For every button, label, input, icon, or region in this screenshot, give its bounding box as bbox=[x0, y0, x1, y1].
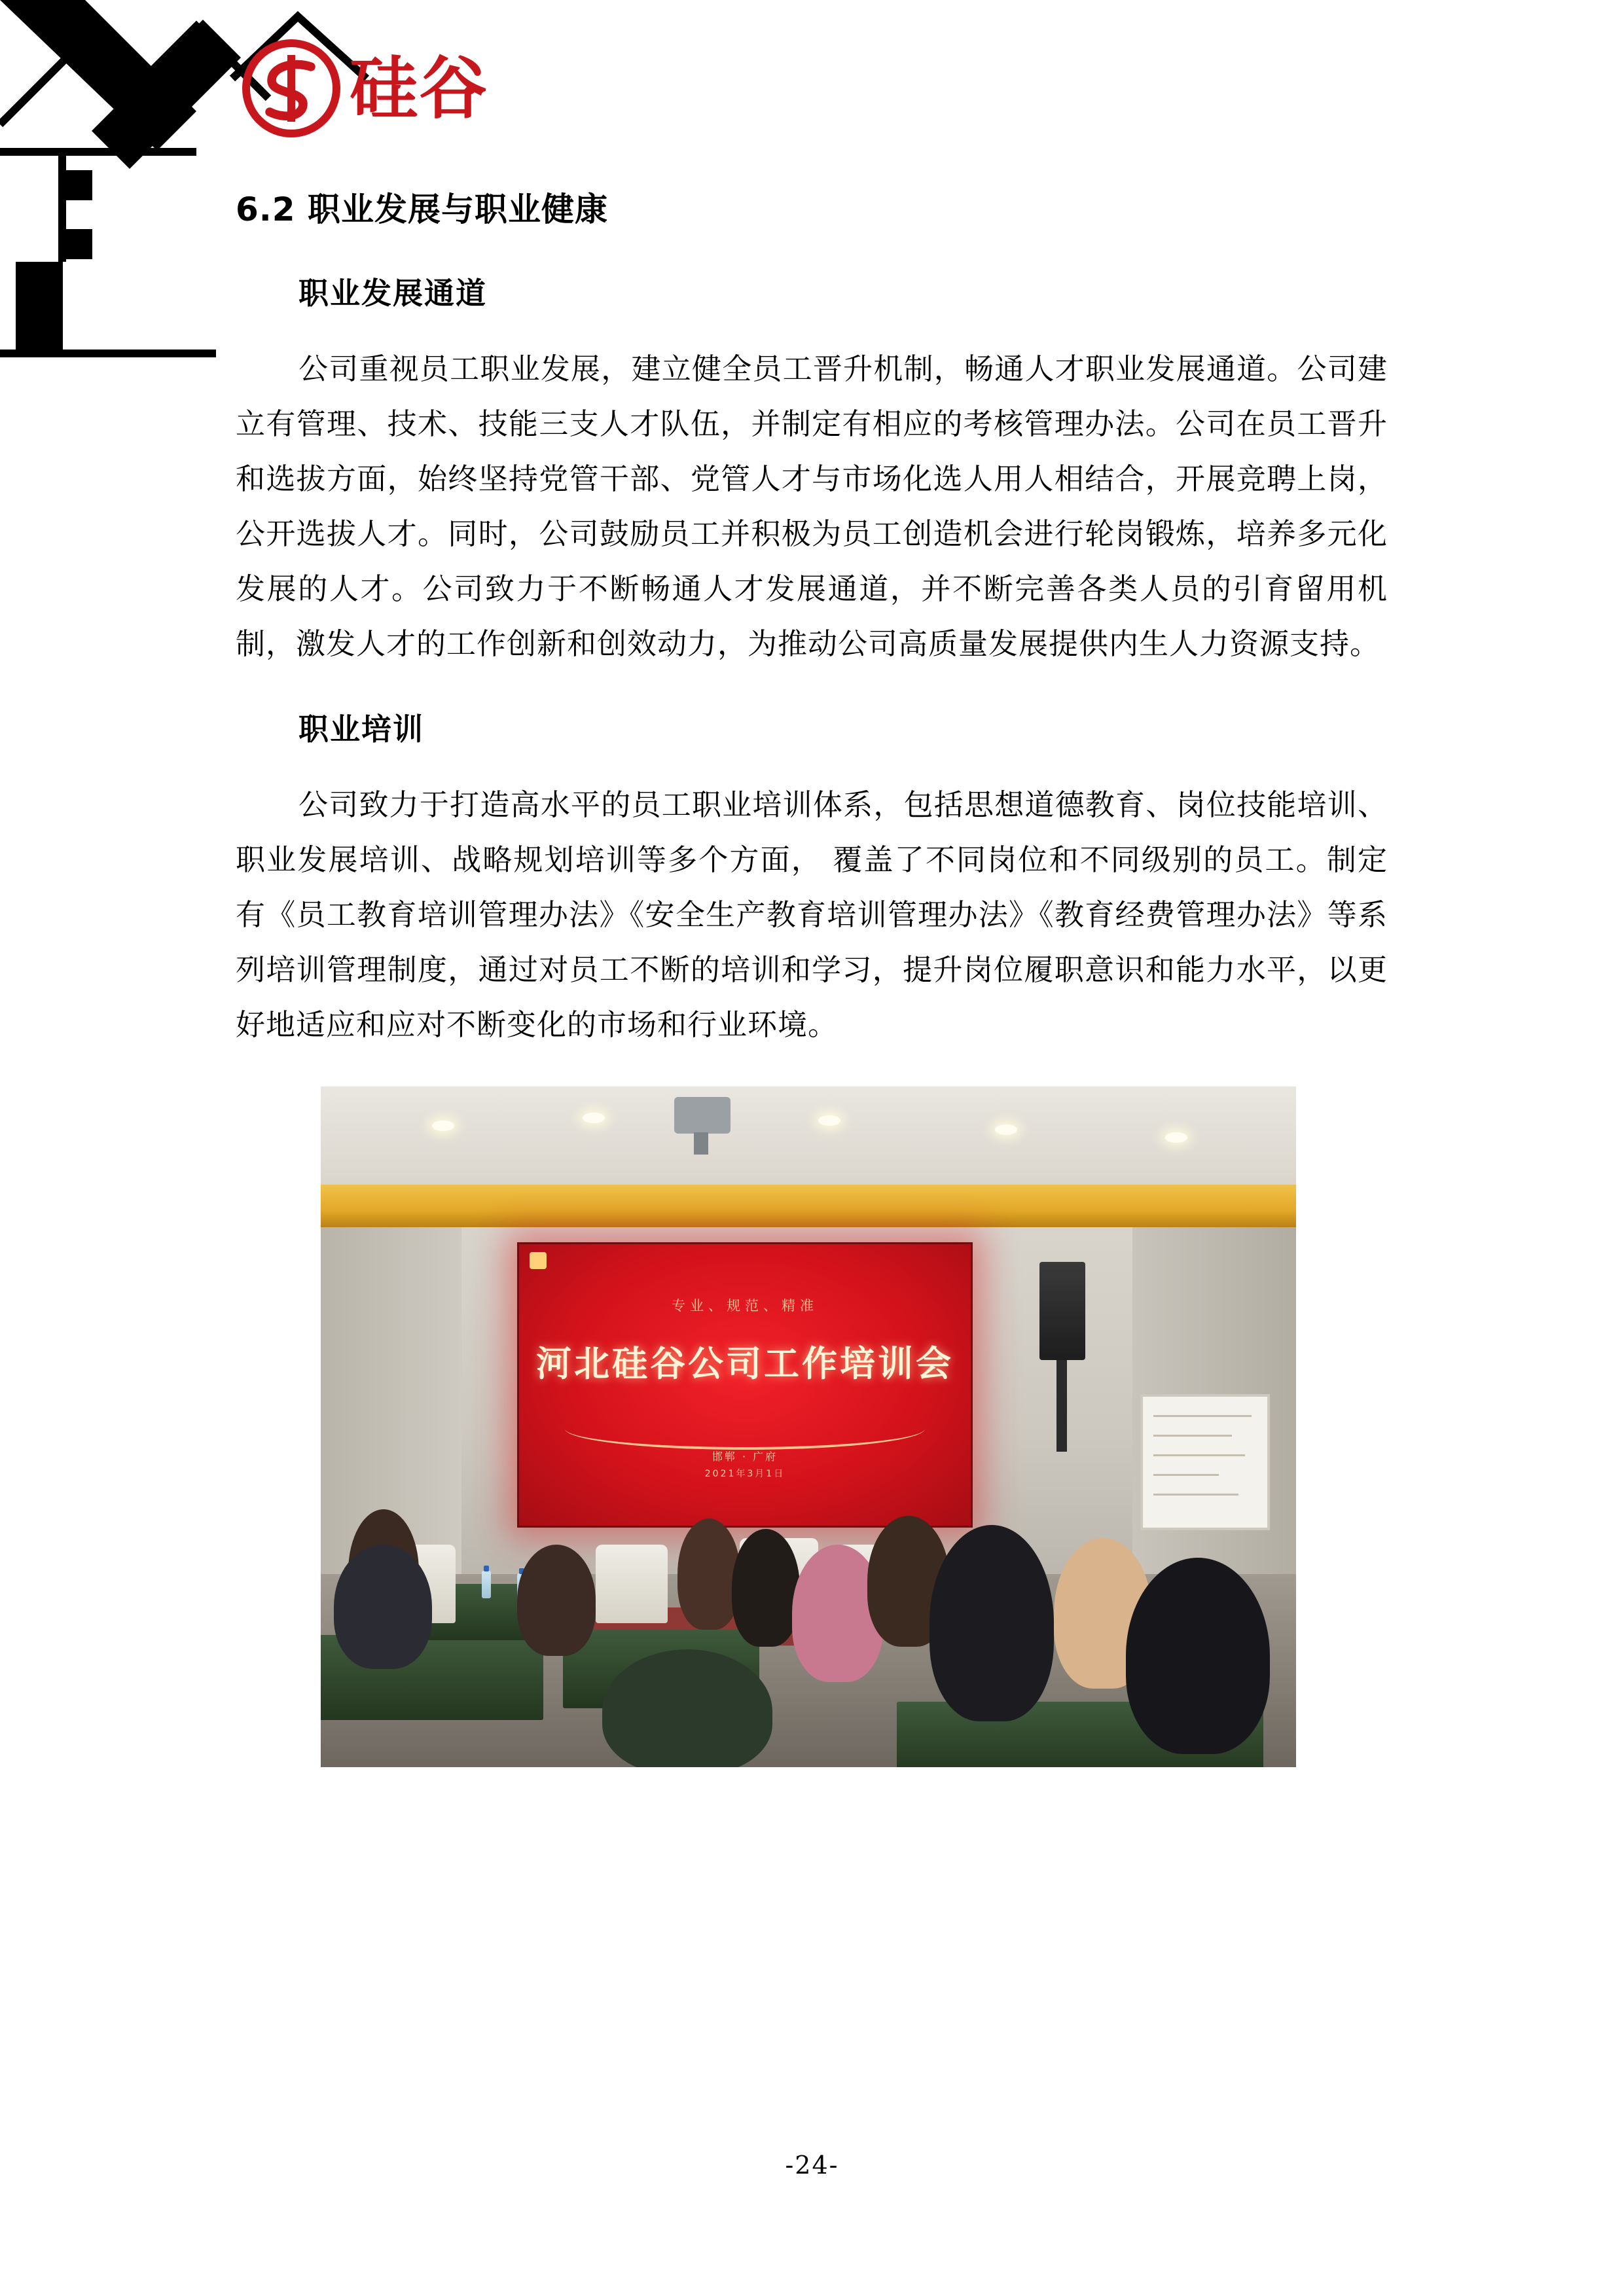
photo-ceiling-light bbox=[432, 1121, 454, 1131]
photo-attendee bbox=[1126, 1558, 1270, 1754]
photo-ceiling-light bbox=[818, 1115, 840, 1126]
photo-ceiling bbox=[321, 1086, 1296, 1227]
photo-ceiling-light-band bbox=[321, 1185, 1296, 1228]
photo-attendee bbox=[517, 1545, 596, 1656]
photo-attendee bbox=[334, 1545, 432, 1669]
page-number: -24- bbox=[785, 2151, 839, 2179]
subsection-heading-career-path: 职业发展通道 bbox=[298, 276, 487, 311]
photo-screen-subtitle: 专业、规范、精准 bbox=[672, 1298, 818, 1314]
photo-speaker-stand bbox=[1056, 1360, 1067, 1452]
section-heading: 6.2 职业发展与职业健康 bbox=[236, 190, 608, 228]
company-logo bbox=[242, 39, 488, 137]
photo-scene bbox=[321, 1086, 1296, 1767]
photo-whiteboard bbox=[1140, 1394, 1270, 1530]
photo-screen-corner-logo bbox=[530, 1252, 547, 1269]
paragraph-training: 公司致力于打造高水平的员工职业培训体系，包括思想道德教育、岗位技能培训、职业发展培训、战略规划培训等多个方面， 覆盖了不同岗位和不同级别的员工。制定有《员工教育培训管理办法》《安全生产教育培训管理办法》《教育经费管理办法》等系列培训管理制度，通过对员工不断的培训和学习，提升岗位履职意识和能力水平，以更好地适应和应对不断变化的市场和行业环境。 bbox=[236, 787, 1388, 1042]
document-content bbox=[236, 183, 1388, 1767]
photo-screen-wave-decoration bbox=[565, 1408, 925, 1450]
photo-screen-location: 邯郸 · 广府 bbox=[712, 1450, 778, 1463]
photo-attendee bbox=[732, 1529, 800, 1647]
photo-attendee bbox=[602, 1649, 772, 1767]
photo-screen-date: 2021年3月1日 bbox=[704, 1469, 785, 1479]
subsection-heading-training: 职业培训 bbox=[298, 711, 424, 747]
photo-ceiling-light bbox=[1165, 1132, 1187, 1143]
photo-water-bottle bbox=[482, 1571, 491, 1598]
photo-led-screen bbox=[517, 1242, 973, 1528]
photo-attendee bbox=[929, 1525, 1054, 1721]
photo-projector bbox=[674, 1097, 731, 1134]
photo-screen-title: 河北硅谷公司工作培训会 bbox=[536, 1343, 954, 1384]
photo-attendee bbox=[677, 1518, 740, 1630]
silicon-valley-s-mark-icon bbox=[242, 39, 340, 137]
paragraph-career-path: 公司重视员工职业发展，建立健全员工晋升机制，畅通人才职业发展通道。公司建立有管理、技术、技能三支人才队伍，并制定有相应的考核管理办法。公司在员工晋升和选拔方面，始终坚持党管干部、党管人才与市场化选人用人相结合，开展竞聘上岗，公开选拔人才。同时，公司鼓励员工并积极为员工创造机会进行轮岗锻炼，培养多元化发展的人才。公司致力于不断畅通人才发展通道，并不断完善各类人员的引育留用机制，激发人才的工作创新和创效动力，为推动公司高质量发展提供内生人力资源支持。 bbox=[236, 351, 1388, 661]
training-meeting-photo bbox=[321, 1086, 1296, 1767]
photo-speaker bbox=[1039, 1262, 1085, 1360]
logo-brand-text: 硅谷 bbox=[350, 48, 489, 128]
photo-ceiling-light bbox=[995, 1124, 1017, 1135]
photo-chair bbox=[596, 1545, 668, 1623]
photo-ceiling-light bbox=[583, 1113, 605, 1123]
